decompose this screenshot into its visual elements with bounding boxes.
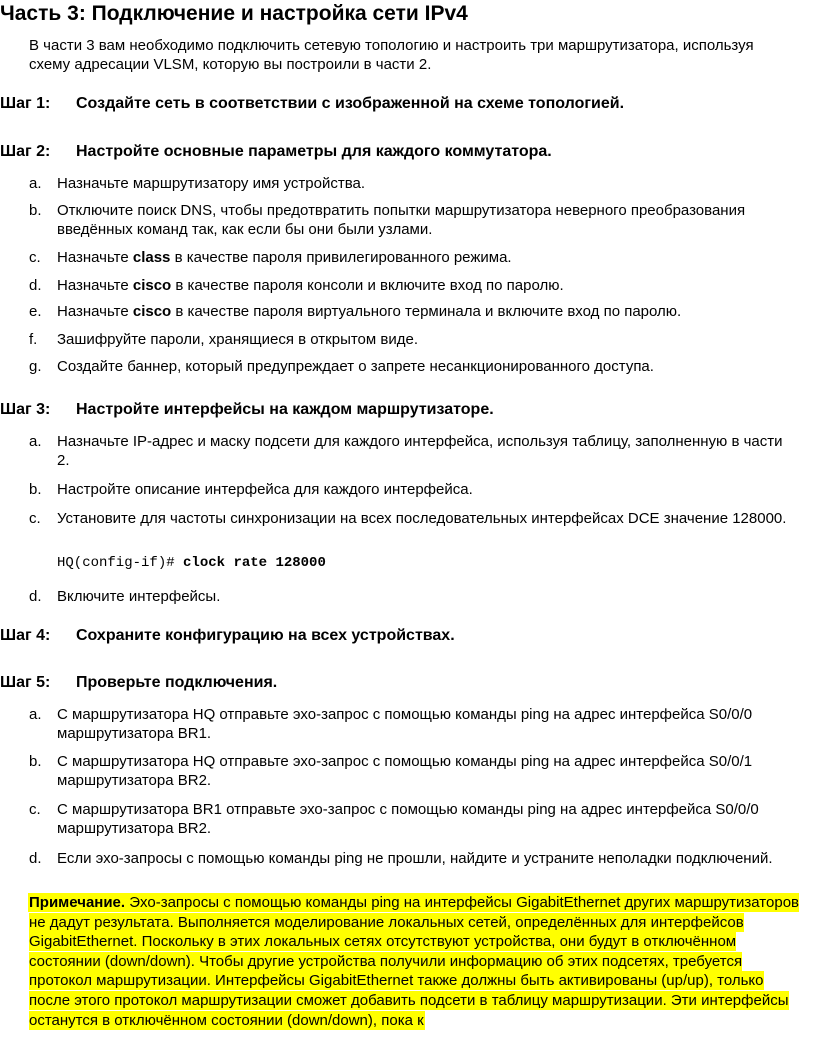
step-number: Шаг 3: bbox=[0, 401, 51, 418]
code-example bbox=[57, 555, 326, 571]
note-label: Примечание. bbox=[29, 894, 126, 911]
list-item bbox=[29, 357, 799, 376]
intro-paragraph: В части 3 вам необходимо подключить сетевую топологию и настроить три маршрутизатора, используя схему адресации VLSM, которую вы построили в части 2. bbox=[29, 37, 754, 73]
list-letter: b. bbox=[29, 481, 42, 498]
list-item bbox=[29, 276, 799, 295]
list-text: С маршрутизатора HQ отправьте эхо-запрос с помощью команды ping на адрес интерфейса S0/0/0 маршрутизатора BR1. bbox=[57, 706, 753, 742]
list-text: Назначьте IP-адрес и маску подсети для каждого интерфейса, используя таблицу, заполненную в части 2. bbox=[57, 433, 783, 469]
list-item bbox=[29, 849, 799, 868]
list-item bbox=[29, 480, 799, 499]
list-letter: g. bbox=[29, 358, 42, 375]
step-title: Настройте основные параметры для каждого коммутатора. bbox=[76, 143, 552, 160]
step-number: Шаг 5: bbox=[0, 674, 51, 691]
list-letter: d. bbox=[29, 277, 42, 294]
step-title: Настройте интерфейсы на каждом маршрутизаторе. bbox=[76, 401, 494, 418]
list-text: Назначьте cisco в качестве пароля консоли и включите вход по паролю. bbox=[57, 277, 564, 294]
password-value: class bbox=[132, 249, 171, 266]
list-item bbox=[29, 800, 799, 838]
step-number: Шаг 1: bbox=[0, 95, 51, 112]
list-item bbox=[29, 201, 799, 239]
list-text: Установите для частоты синхронизации на всех последовательных интерфейсах DCE значение 128000. bbox=[57, 510, 787, 527]
list-text: Если эхо-запросы с помощью команды ping не прошли, найдите и устраните неполадки подключений. bbox=[57, 850, 773, 867]
list-text: Создайте баннер, который предупреждает о запрете несанкционированного доступа. bbox=[57, 358, 654, 375]
step-2-heading bbox=[0, 143, 552, 161]
list-text: Отключите поиск DNS, чтобы предотвратить попытки маршрутизатора неверного преобразования введённых команд так, как если бы они были узлами. bbox=[57, 202, 746, 238]
note-highlight bbox=[29, 894, 799, 1029]
list-item bbox=[29, 174, 799, 193]
list-item bbox=[29, 432, 799, 470]
list-text: Включите интерфейсы. bbox=[57, 588, 221, 605]
list-letter: b. bbox=[29, 753, 42, 770]
list-item bbox=[29, 509, 799, 528]
highlighted-note bbox=[29, 893, 799, 1030]
list-letter: a. bbox=[29, 706, 42, 723]
step-5-heading bbox=[0, 674, 277, 692]
page-title: Часть 3: Подключение и настройка сети IPv4 bbox=[0, 2, 468, 25]
list-item bbox=[29, 248, 799, 267]
list-text: Назначьте маршрутизатору имя устройства. bbox=[57, 175, 366, 192]
list-letter: a. bbox=[29, 433, 42, 450]
step-number: Шаг 2: bbox=[0, 143, 51, 160]
list-item bbox=[29, 330, 799, 349]
cli-command: clock rate 128000 bbox=[183, 555, 326, 571]
step-title: Создайте сеть в соответствии с изображенной на схеме топологией. bbox=[76, 95, 625, 112]
list-item bbox=[29, 752, 799, 790]
step-title: Сохраните конфигурацию на всех устройствах. bbox=[76, 627, 455, 644]
list-letter: a. bbox=[29, 175, 42, 192]
list-text: С маршрутизатора BR1 отправьте эхо-запрос с помощью команды ping на адрес интерфейса S0/0/0 маршрутизатора BR2. bbox=[57, 801, 759, 837]
password-value: cisco bbox=[132, 277, 172, 294]
list-letter: f. bbox=[29, 331, 38, 348]
step-4-heading bbox=[0, 627, 455, 645]
list-letter: d. bbox=[29, 850, 42, 867]
list-text: Назначьте cisco в качестве пароля виртуального терминала и включите вход по паролю. bbox=[57, 303, 682, 320]
list-letter: d. bbox=[29, 588, 42, 605]
password-value: cisco bbox=[132, 303, 172, 320]
list-item bbox=[29, 705, 799, 743]
step-number: Шаг 4: bbox=[0, 627, 51, 644]
list-letter: e. bbox=[29, 303, 42, 320]
list-text: Настройте описание интерфейса для каждого интерфейса. bbox=[57, 481, 473, 498]
step-3-heading bbox=[0, 401, 494, 419]
list-text: Зашифруйте пароли, хранящиеся в открытом виде. bbox=[57, 331, 418, 348]
list-letter: c. bbox=[29, 510, 41, 527]
list-letter: c. bbox=[29, 249, 41, 266]
note-text: Эхо-запросы с помощью команды ping на интерфейсы GigabitEthernet других маршрутизаторов не дадут результата. Выполняется моделирование локальных сетей, определённых для интерфейсов GigabitEthernet. Поскольку в этих локальных сетях отсутствуют устройства, они будут в отключённом состоянии (down/down). Чтобы другие устройства получили информацию об этих подсетях, требуется протокол маршрутизации. Интерфейсы GigabitEthernet также должны быть активированы (up/up), только после этого протокол маршрутизации сможет добавить подсети в таблицу маршрутизации. Эти интерфейсы останутся в отключённом состоянии (down/down), пока к bbox=[29, 894, 800, 1029]
list-item bbox=[29, 302, 799, 321]
step-title: Проверьте подключения. bbox=[76, 674, 278, 691]
cli-prompt: HQ(config-if)# bbox=[57, 555, 184, 571]
step-1-heading bbox=[0, 95, 624, 113]
list-letter: c. bbox=[29, 801, 41, 818]
list-item bbox=[29, 587, 799, 606]
list-text: С маршрутизатора HQ отправьте эхо-запрос с помощью команды ping на адрес интерфейса S0/0/1 маршрутизатора BR2. bbox=[57, 753, 753, 789]
list-text: Назначьте class в качестве пароля привилегированного режима. bbox=[57, 249, 512, 266]
list-letter: b. bbox=[29, 202, 42, 219]
